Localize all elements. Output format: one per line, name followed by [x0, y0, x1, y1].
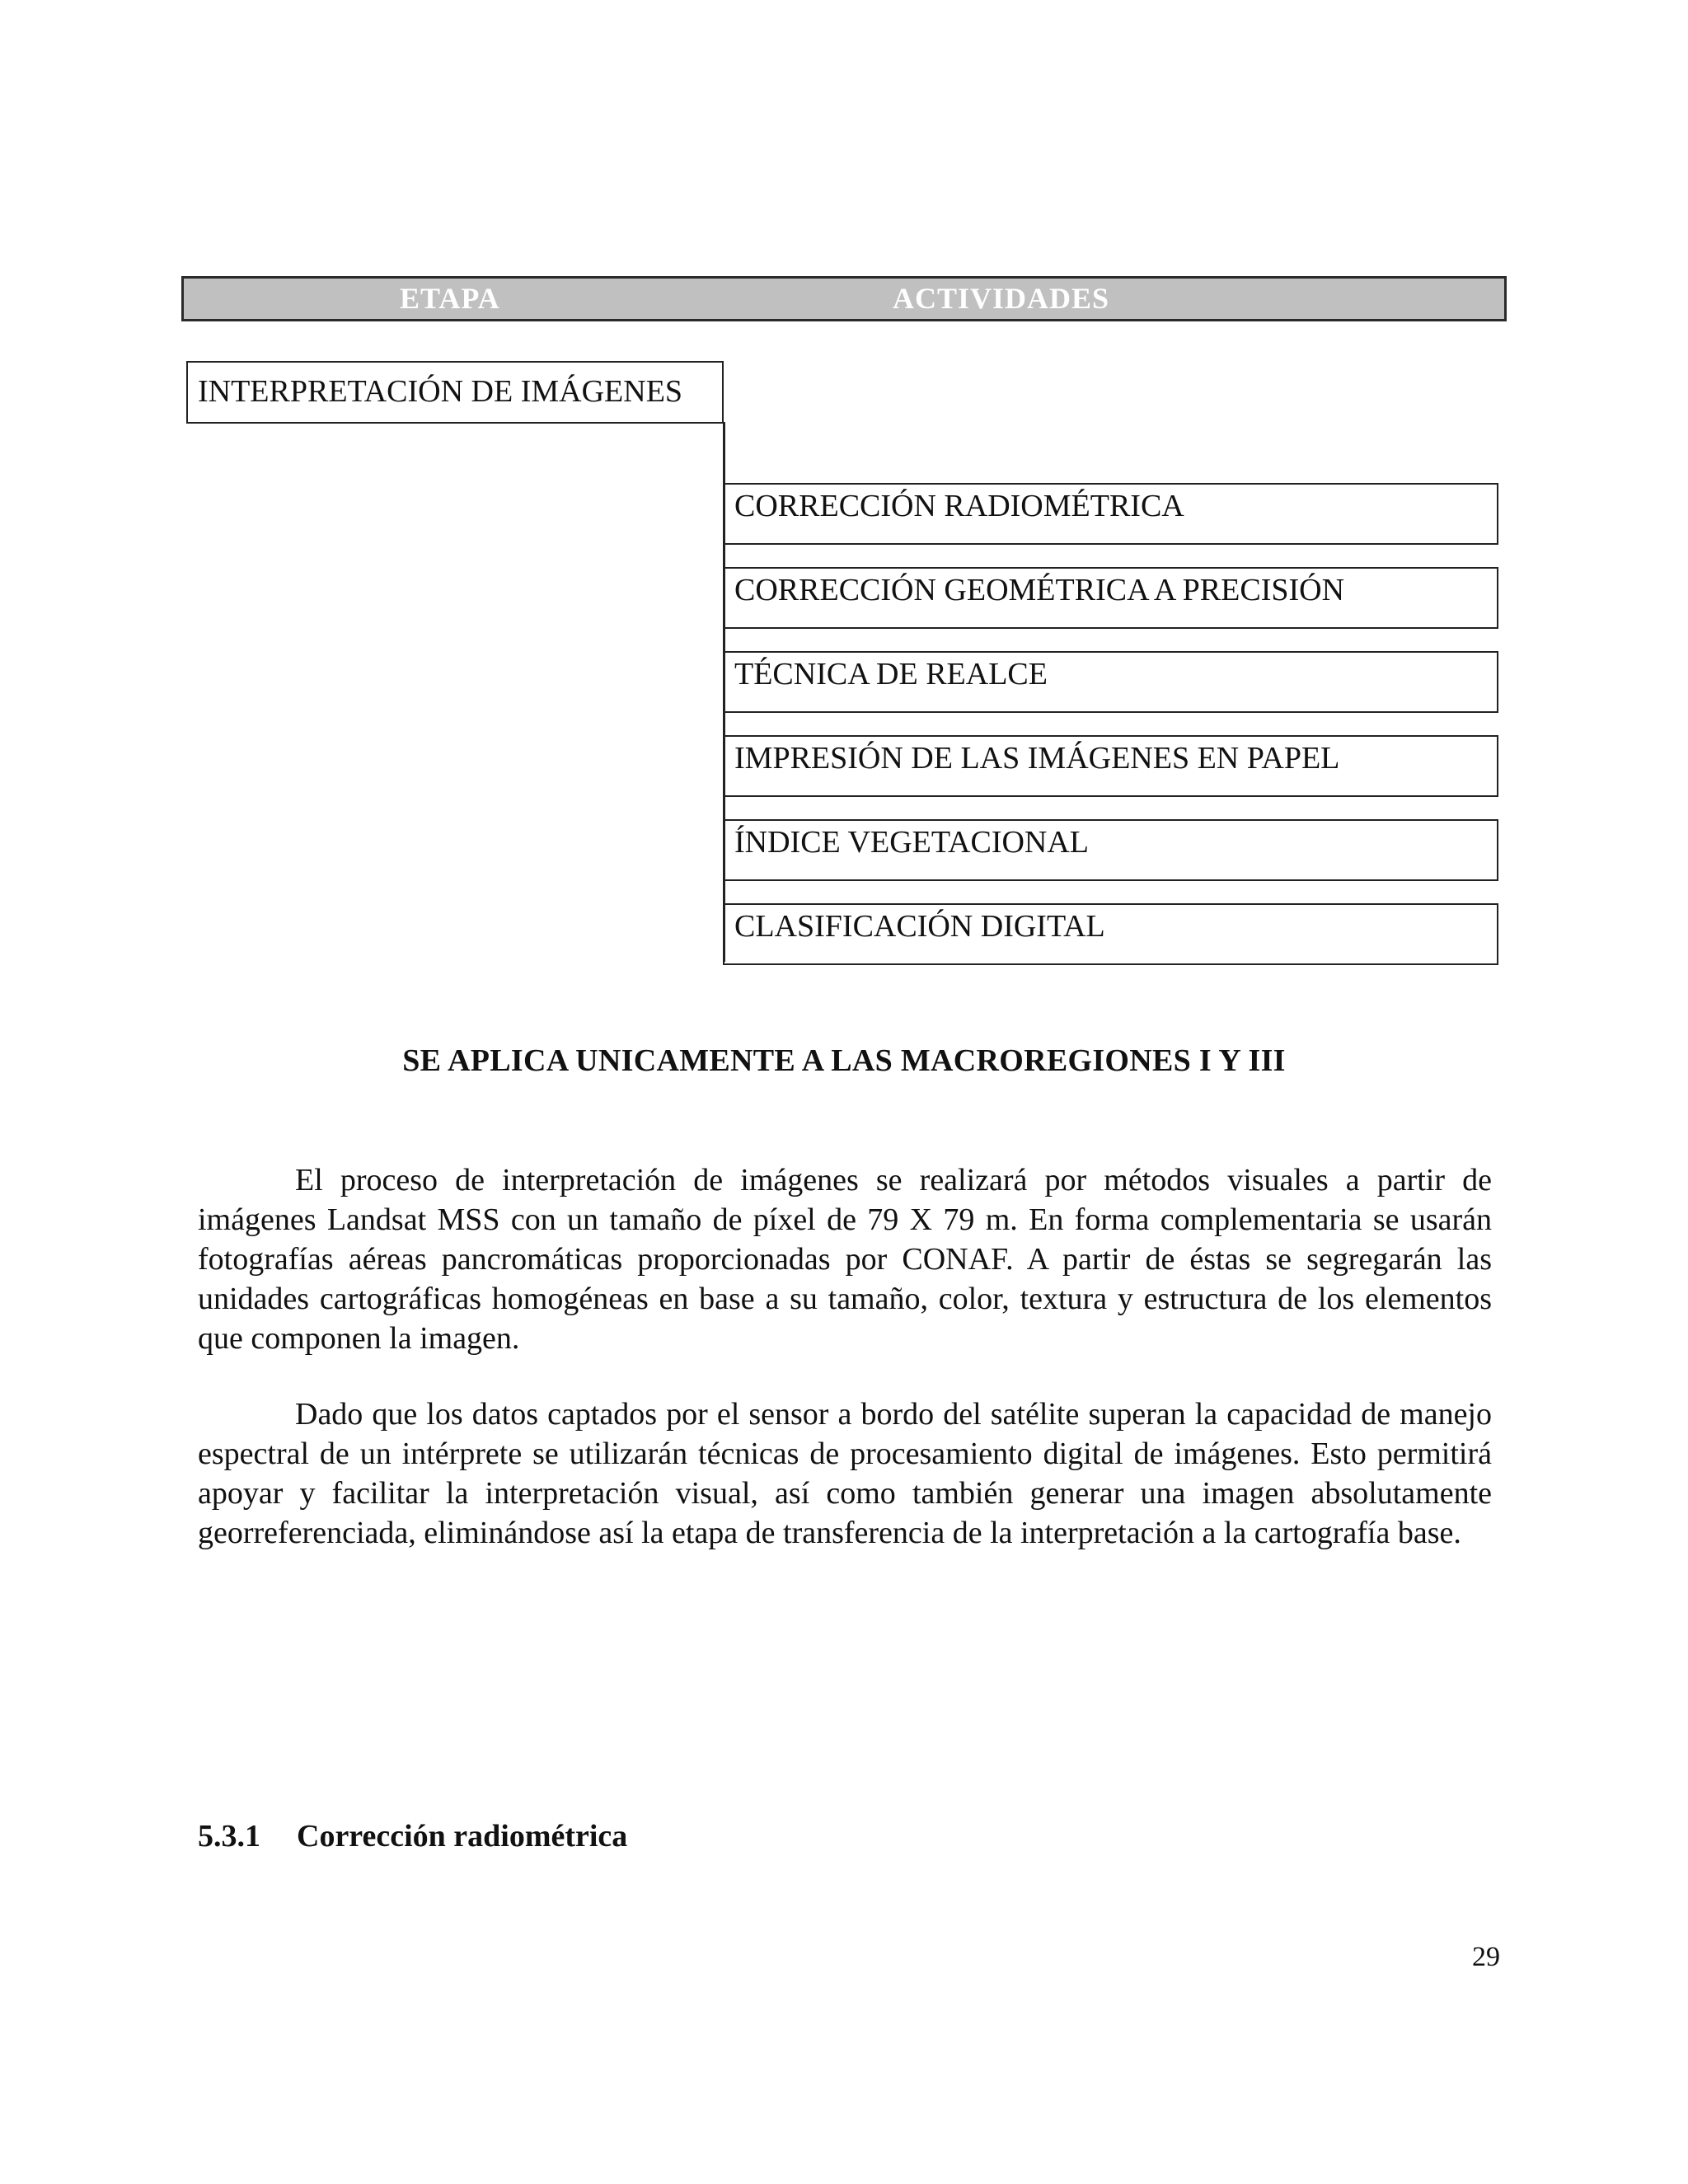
- activity-box: CORRECCIÓN RADIOMÉTRICA: [723, 483, 1498, 545]
- table-header-bar: [181, 276, 1507, 321]
- header-actividades: ACTIVIDADES: [893, 282, 1110, 315]
- activity-box: TÉCNICA DE REALCE: [723, 651, 1498, 713]
- activity-box: IMPRESIÓN DE LAS IMÁGENES EN PAPEL: [723, 735, 1498, 797]
- section-number: 5.3.1: [198, 1819, 260, 1854]
- paragraph: El proceso de interpretación de imágenes se realizará por métodos visuales a partir de imágenes Landsat MSS con un tamaño de píxel de 79 X 79 m. En forma complementaria se usarán fotografías aéreas pancromáticas proporcionadas por CONAF. A partir de éstas se segregarán las unidades cartográficas homogéneas en base a su tamaño, color, textura y estructura de los elementos que componen la imagen.: [198, 1163, 1492, 1356]
- activity-box: CLASIFICACIÓN DIGITAL: [723, 903, 1498, 965]
- activity-box: ÍNDICE VEGETACIONAL: [723, 819, 1498, 881]
- paragraph: Dado que los datos captados por el sensor a bordo del satélite superan la capacidad de manejo espectral de un intérprete se utilizarán técnicas de procesamiento digital de imágenes. Esto permitirá apoyar y facilitar la interpretación visual, así como también generar una imagen absolutamente georreferenciada, eliminándose así la etapa de transferencia de la interpretación a la cartografía base.: [198, 1397, 1492, 1550]
- stage-box: INTERPRETACIÓN DE IMÁGENES: [186, 361, 724, 424]
- subtitle: SE APLICA UNICAMENTE A LAS MACROREGIONES I Y III: [402, 1043, 1286, 1078]
- page-number: 29: [1472, 1942, 1500, 1972]
- header-etapa: ETAPA: [400, 282, 500, 315]
- section-heading: [198, 1818, 627, 1854]
- activity-box: CORRECCIÓN GEOMÉTRICA A PRECISIÓN: [723, 567, 1498, 629]
- section-title: Corrección radiométrica: [297, 1819, 628, 1854]
